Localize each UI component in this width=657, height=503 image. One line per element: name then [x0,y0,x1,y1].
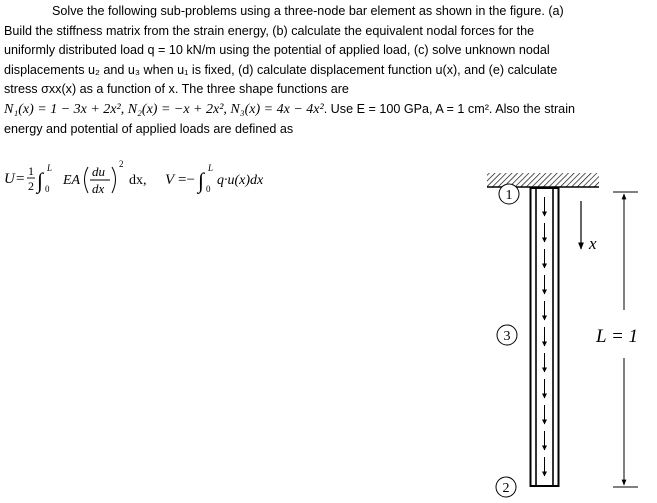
x-axis-label: x [589,234,597,253]
node-1 [499,184,519,204]
eq-V-symbol: V [165,172,175,188]
eq-integral-2: ∫ [198,168,205,193]
eq-du: du [92,164,105,179]
eq-lower-limit-2: 0 [206,184,211,194]
eq-q-u: q·u(x)dx [217,173,264,188]
eq-square: 2 [119,159,124,169]
node-1-label: 1 [505,188,513,203]
node-2-label: 2 [502,481,510,496]
problem-line-5: stress σxx(x) as a function of x. The three shape functions are [4,82,349,97]
problem-line-3: uniformly distributed load q = 10 kN/m using the potential of applied load, (c) solve unknown nodal [4,43,550,58]
eq-integral-1: ∫ [37,168,44,193]
material-properties: . Use E = 100 GPa, A = 1 cm². Also the strain [323,101,575,116]
length-dimension [595,192,638,487]
eq-U-symbol: U [4,171,15,187]
eq-upper-limit-1: L [47,163,53,173]
eq-dx-1: dx, [129,173,147,188]
problem-line-1: Solve the following sub-problems using a three-node bar element as shown in the figure. (a) [52,4,564,18]
eq-equals-2: =− [178,172,195,188]
node-3-label: 3 [503,329,511,344]
node-3 [497,325,517,345]
shape-functions: N₁(x) = 1 − 3x + 2x², N₂(x) = −x + 2x², N₃(x) = 4x − 4x² [4,101,324,117]
eq-upper-limit-2: L [208,163,214,173]
eq-equals-1: = [16,171,25,187]
node-2 [496,477,516,497]
eq-dx-den: dx [92,181,105,196]
problem-line-4: displacements u₂ and u₃ when u₁ is fixed, (d) calculate displacement function u(x), and (e) calculate [4,62,558,77]
problem-line-7: energy and potential of applied loads are defined as [4,121,294,136]
eq-half-numerator: 1 [28,164,34,178]
eq-half-denominator: 2 [28,179,34,193]
eq-EA: EA [63,173,81,188]
eq-lower-limit-1: 0 [45,184,50,194]
length-label: L = 1 [596,326,639,347]
x-axis-indicator [581,201,597,253]
problem-line-2: Build the stiffness matrix from the strain energy, (b) calculate the equivalent nodal forces for the [4,23,535,38]
